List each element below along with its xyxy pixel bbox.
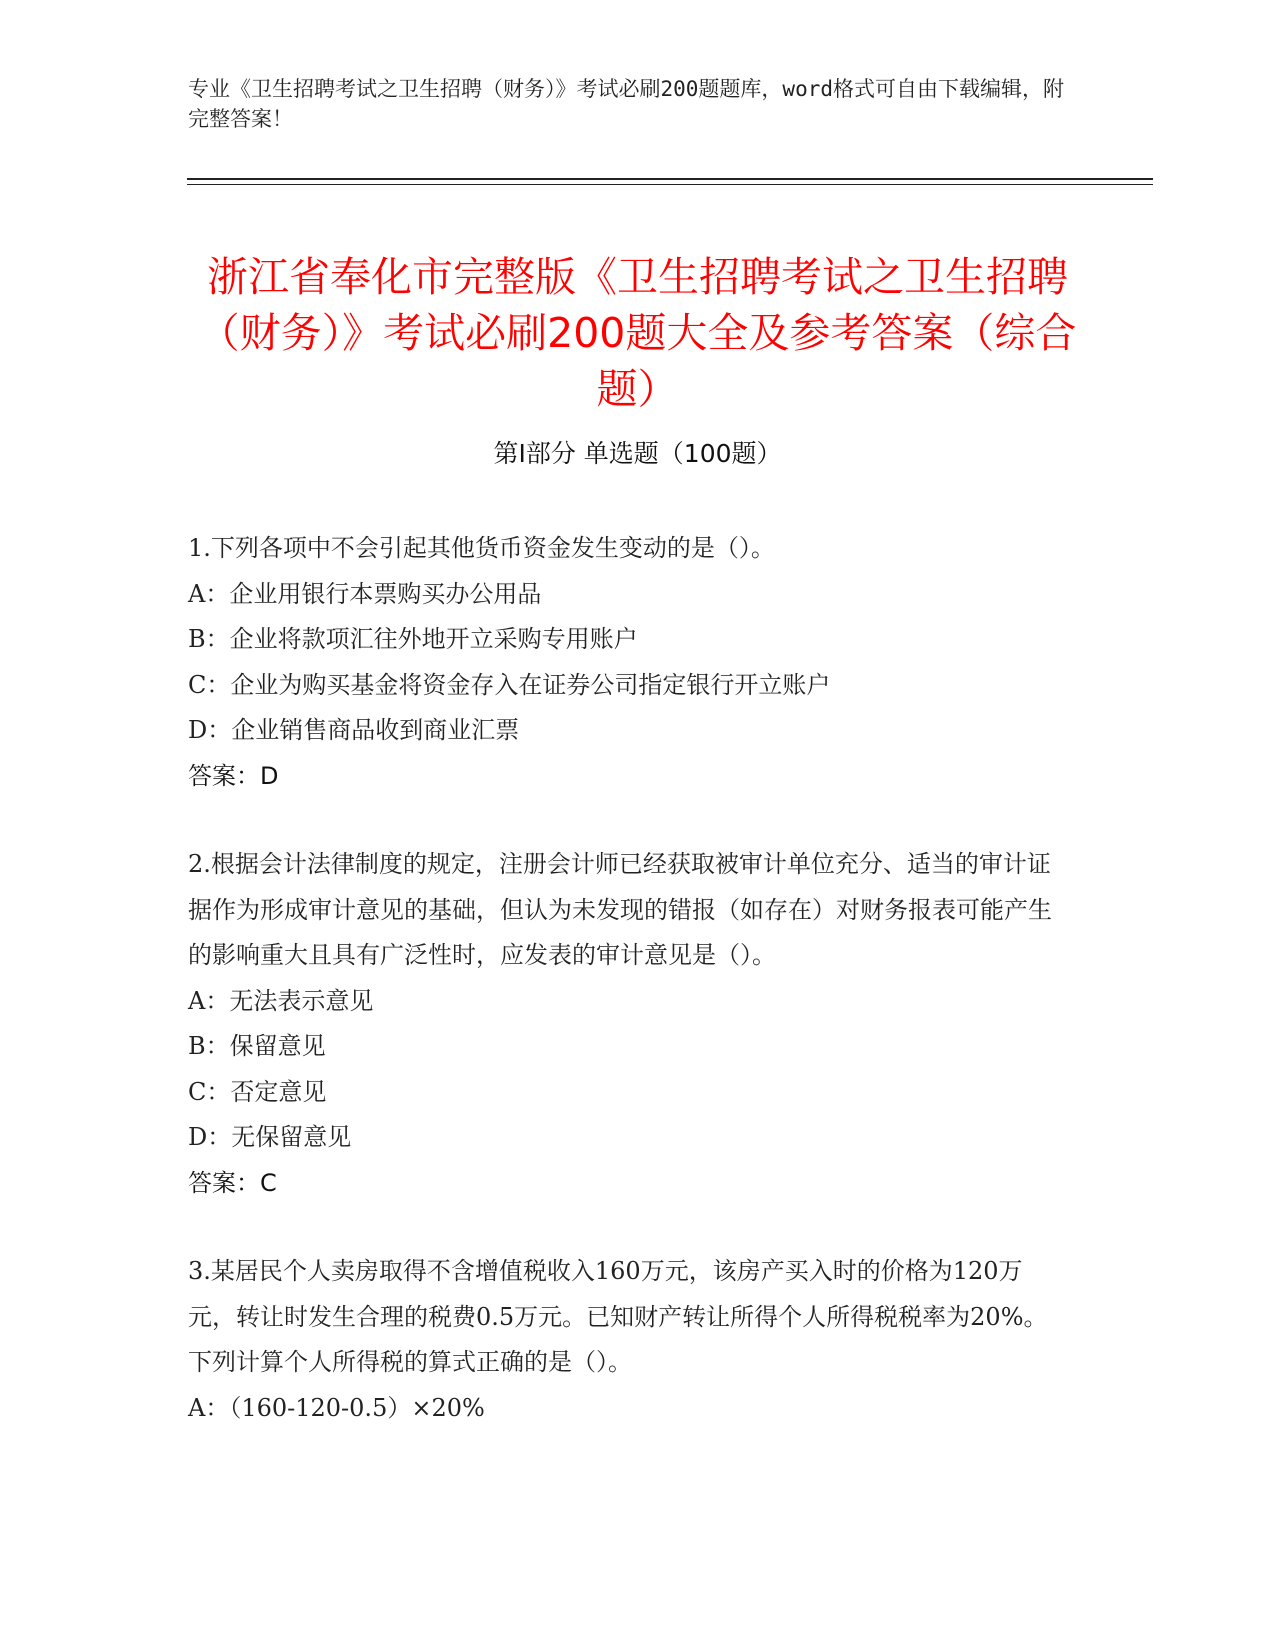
option-c: C：否定意见 bbox=[188, 1077, 327, 1106]
option-a: A：企业用银行本票购买办公用品 bbox=[188, 579, 542, 608]
document-title: 浙江省奉化市完整版《卫生招聘考试之卫生招聘（财务）》考试必刷200题大全及参考答案（综合题） bbox=[198, 253, 1077, 414]
question-stem: 2.根据会计法律制度的规定，注册会计师已经获取被审计单位充分、适当的审计证据作为形成审计意见的基础，但认为未发现的错报（如存在）对财务报表可能产生的影响重大且具有广泛性时，应发表的审计意见是（）。 bbox=[188, 850, 1052, 969]
header-divider-thin bbox=[187, 184, 1153, 185]
answer: 答案：D bbox=[188, 761, 279, 790]
option-b: B：保留意见 bbox=[188, 1032, 326, 1060]
question-list bbox=[188, 526, 1068, 1474]
option-a: A：无法表示意见 bbox=[188, 986, 374, 1015]
question-3 bbox=[188, 1249, 1068, 1431]
question-stem: 1.下列各项中不会引起其他货币资金发生变动的是（）。 bbox=[188, 534, 775, 562]
header-note: 专业《卫生招聘考试之卫生招聘（财务）》考试必刷200题题库，word格式可自由下载编辑，附完整答案！ bbox=[188, 77, 1064, 131]
section-title: 第Ⅰ部分 单选题（100题） bbox=[493, 439, 782, 468]
option-a: A：（160-120-0.5）×20% bbox=[188, 1393, 485, 1422]
question-1 bbox=[188, 526, 1068, 799]
option-b: B：企业将款项汇往外地开立采购专用账户 bbox=[188, 625, 638, 653]
option-c: C：企业为购买基金将资金存入在证券公司指定银行开立账户 bbox=[188, 670, 831, 699]
option-d: D：企业销售商品收到商业汇票 bbox=[188, 716, 520, 744]
question-2 bbox=[188, 842, 1068, 1206]
answer: 答案：C bbox=[188, 1168, 277, 1197]
header-divider-thick bbox=[187, 178, 1153, 180]
option-d: D：无保留意见 bbox=[188, 1123, 352, 1151]
question-stem: 3.某居民个人卖房取得不含增值税收入160万元，该房产买入时的价格为120万元，转让时发生合理的税费0.5万元。已知财产转让所得个人所得税税率为20%。下列计算个人所得税的算式正确的是（）。 bbox=[188, 1257, 1048, 1376]
